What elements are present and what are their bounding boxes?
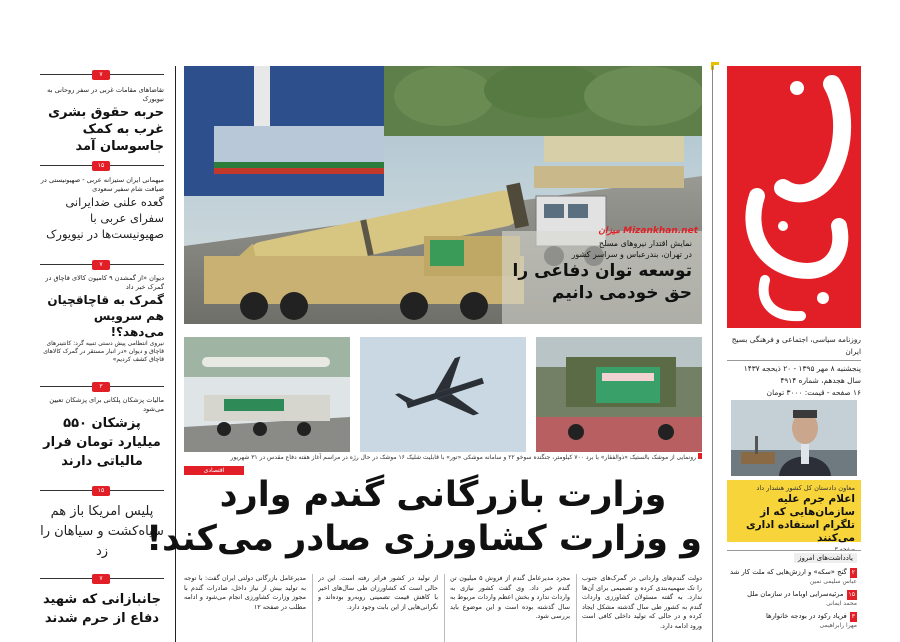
main-headline-line-1[interactable]: وزارت بازرگانی گندم وارد [219, 475, 667, 515]
note-text: مرثیه‌سرایی اوباما در سازمان ملل [747, 590, 844, 598]
teaser[interactable] [40, 590, 164, 628]
photo-caption [184, 453, 702, 462]
newspaper-logo[interactable] [727, 66, 861, 328]
teaser-page-badge: ۷ [92, 574, 110, 584]
teaser[interactable] [40, 176, 164, 242]
note-text: فریاد رکود در بودجه‌ خانوارها [765, 612, 847, 620]
paper-meta [727, 334, 861, 399]
note-num: ۲ [851, 569, 855, 576]
notes-box [727, 550, 861, 642]
photo-fighter-jet[interactable] [360, 337, 526, 452]
teaser-page-badge: ۷ [92, 260, 110, 270]
side-caption [727, 480, 861, 553]
meta-line: روزنامه سیاسی، اجتماعی و فرهنگی بسیج ایران [731, 335, 861, 356]
note-num: ۳ [851, 613, 855, 620]
jet-graphic [360, 337, 526, 452]
teaser-kicker: مالیات پزشکان پلکانی برای پزشکان تعیین می‌شود [49, 396, 164, 413]
teaser-page-badge: ۷ [92, 70, 110, 80]
photo-missile-launcher[interactable] [184, 337, 350, 452]
meta-line: پنجشنبه ۸ مهر ۱۳۹۵ - ۲۰ ذیحجه ۱۴۳۷ [743, 364, 861, 373]
article-column: مدیرعامل بازرگانی دولتی ایران گفت: با توجه به تولید بیش از نیاز داخل، صادرات گندم با مجوز وزارت کشاورزی انجام می‌شود و ادامه مطلب در صفحه ۱۲ [184, 574, 306, 611]
teaser-page-badge: ۳ [92, 382, 110, 392]
photo-credit-url: Mizankhan.net [623, 226, 698, 236]
side-story[interactable] [727, 392, 861, 553]
teaser[interactable] [40, 86, 164, 155]
meta-line: سال هجدهم، شماره ۴۹۱۴ [780, 376, 861, 385]
caption-mark [698, 453, 702, 459]
column-rule [444, 574, 445, 642]
hero-headline [502, 260, 692, 304]
logo-graphic [727, 66, 861, 328]
teaser-headline: پزشکان ۵۵۰ میلیارد تومان فرار مالیاتی دارند [43, 416, 161, 469]
article-column: مجرد مدیرعامل گندم از فروش ۵ میلیون تن گندم خبر داد. وی گفت کشور نیازی به واردات ندارد و بخش اعظم واردات مربوط به سال گذشته بوده است و این موضوع باید بررسی شود. [450, 574, 570, 621]
column-separator [712, 66, 713, 642]
main-headline-line-2[interactable]: و وزارت کشاورزی صادر می‌کند! [146, 519, 702, 559]
note-author: مهرا رابراهیمی [819, 622, 857, 629]
caption-text: رونمایی از موشک بالستیک «ذوالفقار» با برد ۷۰۰ کیلومتر، جنگنده سوخو ۲۲ و سامانه موشکی «تور» با قابلیت شلیک ۱۶ موشک در حال رژه در مراسم آغاز هفته دفاع مقدس در ۳۱ شهریور [230, 454, 696, 461]
column-rule [312, 574, 313, 642]
notes-title: یادداشت‌های امروز [794, 553, 857, 563]
note-text: گنج «سکه» و ارزش‌هایی که ملت کار شد [730, 568, 847, 576]
note-num: ۱۵ [848, 591, 855, 598]
hero-kicker-line: در تهران، بندرعباس و سراسر کشور [571, 250, 692, 259]
photo-sam-system[interactable] [536, 337, 702, 452]
meta-line: ۱۶ صفحه - قیمت: ۳۰۰۰ تومان [766, 388, 861, 397]
teaser-kicker: میهمانی ایران ستیزانه عربی - صهیونیستی در ضیافت شام سفیر سعودی [40, 176, 164, 193]
teaser-page-badge: ۱۵ [92, 486, 110, 496]
teaser[interactable] [40, 396, 164, 471]
article-column: دولت گندم‌های وارداتی در گمرک‌های جنوب را تک سهمیه‌بندی کرده و تصمیمی برای آن‌ها ندارد. به گفته مسئولان کشاورزی واردات گندم به کشور طی سال گذشته مشکل ایجاد کرده و در حالی که تولید داخلی کافی است ورود ادامه دارد. [582, 574, 702, 630]
hero-kicker-line: نمایش اقتدار نیروهای مسلح [598, 239, 692, 248]
teaser-headline: پلیس امریکا باز هم سیاه‌کشت و سیاهان را زد [40, 504, 164, 559]
hero-headline-line: توسعه توان دفاعی را [512, 261, 692, 281]
teaser[interactable] [40, 274, 164, 364]
teaser-kicker: دیوان «از گمشدن ۹ کامیون کالای قاچاق در گمرک خبر داد [45, 274, 164, 291]
portrait-graphic [731, 400, 857, 476]
teaser-kicker: تقاضاهای مقامات غربی در سفر روحانی به نیویورک [47, 86, 164, 103]
hero-headline-line: حق خودمی دانیم [552, 283, 692, 303]
article-column: از تولید در کشور فراتر رفته است. این در حالی است که کشاورزان طی سال‌های اخیر با کاهش قیمت تضمینی روبه‌رو بوده‌اند و نگرانی‌هایی از این بابت وجود دارد. [318, 574, 438, 611]
note-author: محمد ایمانی [826, 600, 857, 607]
launcher-graphic [184, 337, 350, 452]
section-badge: اقتصادی [184, 466, 244, 475]
side-headline[interactable]: اعلام جرم علیه سازمان‌هایی که از تلگرام استفاده اداری می‌کنند [745, 493, 855, 544]
hero-photo-parade[interactable] [184, 66, 702, 324]
teaser-headline: جانبازانی که شهید دفاع از حرم شدند [43, 592, 161, 626]
photo-credit [598, 226, 698, 236]
teaser-headline: حربه حقوق بشری غرب به کمک جاسوسان آمد [48, 105, 164, 154]
photo-credit-fa: میزان [598, 226, 620, 236]
meta-rule [727, 360, 861, 361]
sam-graphic [536, 337, 702, 452]
page-ref[interactable]: صفحه ۳ [834, 546, 855, 553]
official-portrait-photo [731, 400, 857, 476]
teaser-headline: گعده علنی ضدایرانی سفرای عربی با صهیونیست‌ها در نیویورک [46, 195, 164, 241]
side-kicker: معاون دادستان کل کشور هشدار داد [756, 484, 855, 492]
hero-kicker [502, 238, 692, 260]
teaser-headline: گمرک به قاچاقچیان هم سرویس می‌دهد؟! [47, 293, 164, 339]
hero-text[interactable] [502, 238, 692, 304]
teaser-page-badge: ۱۵ [92, 161, 110, 171]
column-rule [576, 574, 577, 642]
teaser-foot: نیروی انتظامی پیش دستی تنبیه گرد: کانتینرهای قاچاق و دیوان «در انبار مستقر در گمرک کالاهای قاچاق کشف کردیم» [43, 340, 164, 363]
note-author: عباس سلیمی نمین [809, 578, 857, 585]
